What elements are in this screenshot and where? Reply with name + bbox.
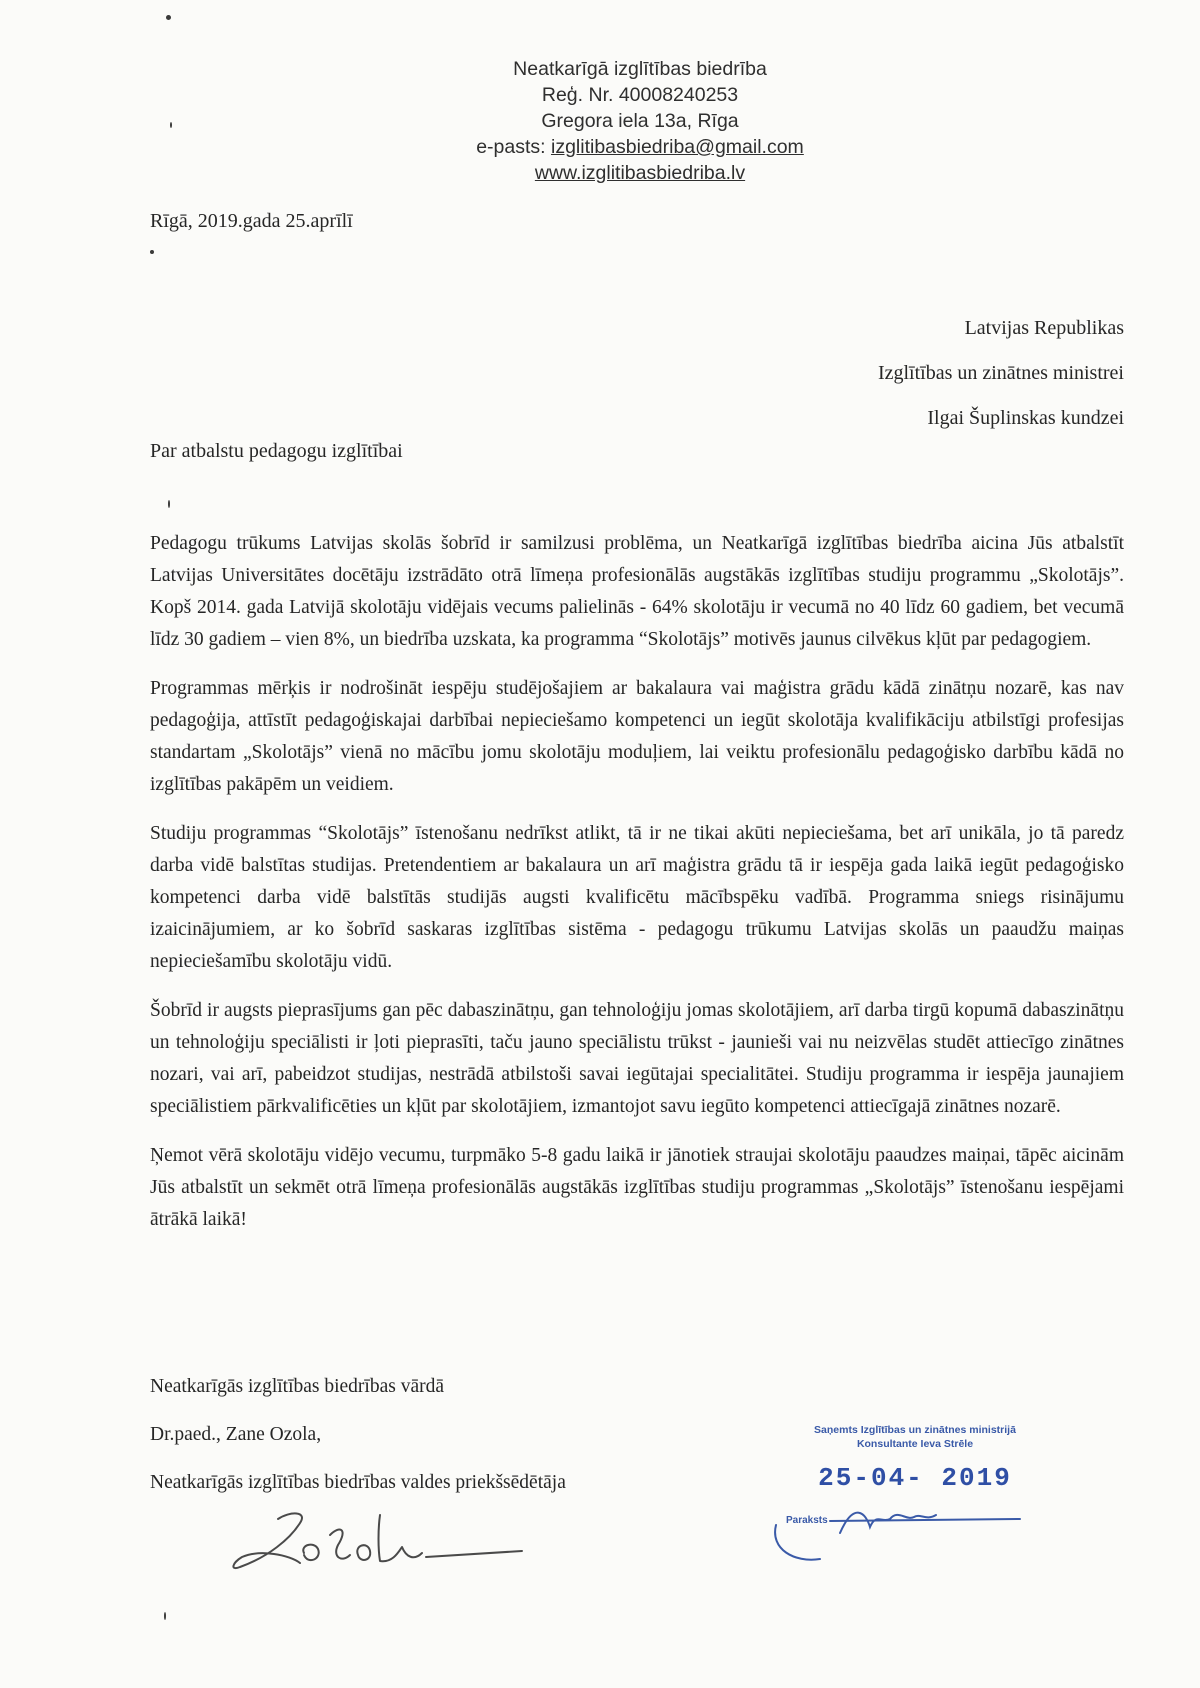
org-name: Neatkarīgā izglītības biedrība xyxy=(513,58,767,80)
stamp-institution: Saņemts Izglītības un zinātnes ministrijā xyxy=(814,1424,1016,1436)
email-label: e-pasts: xyxy=(476,136,551,158)
recipient-line-1: Latvijas Republikas xyxy=(964,317,1124,339)
recipient-line-3: Ilgai Šuplinskas kundzei xyxy=(927,407,1124,429)
paragraph-3: Studiju programmas “Skolotājs” īstenošanu nedrīkst atlikt, tā ir ne tikai akūti nepieciešama, bet arī unikāla, jo tā paredz darba vidē balstītas studijas. Pretendentiem ar bakalaura un arī maģistra grādu tā ir iespēja gada laikā iegūt pedagoģisko kompetenci darba vidē balstītās studijās augsti kvalificētu mācībspēku vadībā. Programma sniegs risinājumu izaicinājumiem, ar ko šobrīd saskaras izglītības sistēma - pedagogu trūkumu Latvijas skolās un paaudžu maiņas nepieciešamību skolotāju vidū. xyxy=(150,823,1124,972)
scan-speck xyxy=(166,15,171,20)
website-link[interactable]: www.izglitibasbiedriba.lv xyxy=(534,162,746,184)
scan-speck xyxy=(170,122,172,128)
email-line xyxy=(300,134,980,160)
scan-speck xyxy=(150,250,154,254)
stamp-annotation-strokes xyxy=(770,1423,1060,1563)
email-link[interactable]: izglitibasbiedriba@gmail.com xyxy=(550,136,804,158)
paragraph-1: Pedagogu trūkums Latvijas skolās šobrīd ir samilzusi problēma, un Neatkarīgā izglītības biedrība aicina Jūs atbalstīt Latvijas Universitātes docētāju izstrādāto otrā līmeņa profesionālās augstākās izglītības studiju programmu „Skolotājs”. Kopš 2014. gada Latvijā skolotāju vidējais vecums palielinās - 64% skolotāju ir vecumā no 40 līdz 60 gadiem, bet vecumā līdz 30 gadiem – vien 8%, un biedrība uzskata, ka programma “Skolotājs” motivēs jaunus cilvēkus kļūt par pedagogiem. xyxy=(150,533,1124,650)
signer-name: Dr.paed., Zane Ozola, xyxy=(150,1424,322,1445)
signer-title: Neatkarīgās izglītības biedrības valdes priekšsēdētāja xyxy=(150,1472,566,1493)
on-behalf-line: Neatkarīgās izglītības biedrības vārdā xyxy=(150,1376,445,1397)
recipient-block xyxy=(878,306,1124,441)
signature-block xyxy=(150,1363,566,1507)
letter-date: Rīgā, 2019.gada 25.aprīlī xyxy=(150,210,353,232)
stamp-officer: Konsultante Ieva Strēle xyxy=(856,1438,974,1450)
stamp-signature-label: Paraksts xyxy=(786,1515,828,1526)
recipient-line-2: Izglītības un zinātnes ministrei xyxy=(877,362,1124,384)
letter-subject: Par atbalstu pedagogu izglītībai xyxy=(150,440,403,462)
paragraph-4: Šobrīd ir augsts pieprasījums gan pēc dabaszinātņu, gan tehnoloģiju jomas skolotājiem, arī darba tirgū kopumā dabaszinātņu un tehnoloģiju speciālisti ir ļoti pieprasīti, taču jauno speciālistu trūkst - jaunieši vai nu neizvēlas studēt attiecīgo zinātnes nozari, vai arī, pabeidzot studijas, nestrādā atbilstoši savai iegūtajai specialitātei. Studiju programma ir iespēja jaunajiem speciālistiem pārkvalificēties un kļūt par skolotājiem, izmantojot savu iegūto kompetenci attiecīgajā zinātnes nozarē. xyxy=(150,1000,1124,1117)
letterhead xyxy=(300,56,980,186)
letter-body xyxy=(150,528,1124,1253)
handwritten-signature xyxy=(230,1505,530,1585)
scan-speck xyxy=(168,500,170,508)
registration-number: Reģ. Nr. 40008240253 xyxy=(541,84,739,106)
scan-speck xyxy=(164,1612,166,1620)
address: Gregora iela 13a, Rīga xyxy=(541,110,739,132)
paragraph-5: Ņemot vērā skolotāju vidējo vecumu, turpmāko 5-8 gadu laikā ir jānotiek straujai skolotāju paaudzes maiņai, tāpēc aicinām Jūs atbalstīt un sekmēt otrā līmeņa profesionālās augstākās izglītības studiju programmas „Skolotājs” īstenošanu iespējami ātrākā laikā! xyxy=(150,1145,1124,1230)
paragraph-2: Programmas mērķis ir nodrošināt iespēju studējošajiem ar bakalaura vai maģistra grādu kādā zinātņu nozarē, kas nav pedagoģija, attīstīt pedagoģiskajai darbībai nepieciešamo kompetenci un iegūt skolotāja kvalifikāciju atbilstīgi profesijas standartam „Skolotājs” vienā no mācību jomu skolotāju moduļiem, lai veiktu profesionālu pedagoģisko darbību kādā no izglītības pakāpēm un veidiem. xyxy=(150,678,1124,795)
stamp-date: 25-04- 2019 xyxy=(818,1463,1012,1493)
received-stamp xyxy=(770,1423,1060,1563)
